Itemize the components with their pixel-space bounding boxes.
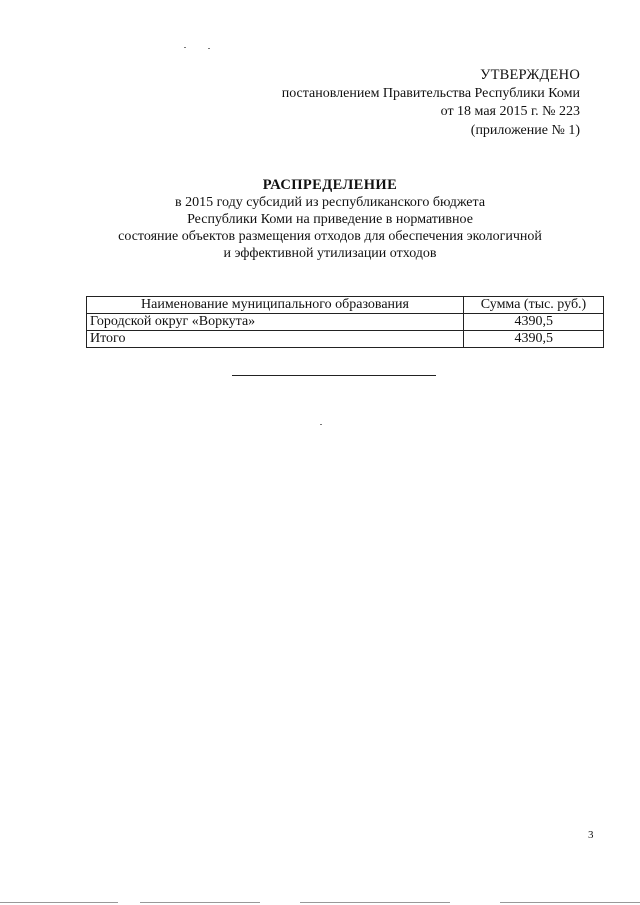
document-subtitle — [90, 194, 570, 262]
header-municipality: Наименование муниципального образования — [87, 297, 464, 314]
subtitle-line: Республики Коми на приведение в нормативное — [187, 212, 473, 227]
total-label: Итого — [87, 331, 464, 348]
subtitle-line: и эффективной утилизации отходов — [223, 246, 437, 261]
distribution-table — [86, 296, 604, 348]
approval-line-resolution: постановлением Правительства Республики Коми — [281, 85, 580, 101]
header-amount: Сумма (тыс. руб.) — [464, 297, 604, 314]
municipality-name: Городской округ «Воркута» — [87, 314, 464, 331]
scan-edge-line — [140, 902, 260, 903]
approval-title: УТВЕРЖДЕНО — [480, 67, 580, 83]
amount-value: 4390,5 — [464, 314, 604, 331]
scan-speck — [208, 48, 210, 49]
approval-line-appendix: (приложение № 1) — [470, 122, 580, 138]
scan-edge-line — [300, 902, 450, 903]
approval-stamp — [282, 66, 580, 140]
subtitle-line: состояние объектов размещения отходов для обеспечения экологичной — [118, 229, 542, 244]
page-number: 3 — [588, 829, 594, 841]
subtitle-line: в 2015 году субсидий из республиканского бюджета — [174, 195, 486, 210]
scan-speck — [320, 424, 322, 425]
document-title: РАСПРЕДЕЛЕНИЕ — [262, 177, 398, 193]
end-divider — [232, 375, 436, 376]
document-heading — [90, 176, 570, 262]
table-row-total — [87, 331, 604, 348]
approval-line-date: от 18 мая 2015 г. № 223 — [440, 104, 580, 119]
scan-edge-line — [500, 902, 640, 903]
total-value: 4390,5 — [464, 331, 604, 348]
table-header-row — [87, 297, 604, 314]
scan-speck — [184, 47, 186, 48]
table-row — [87, 314, 604, 331]
scan-edge-line — [0, 902, 118, 903]
